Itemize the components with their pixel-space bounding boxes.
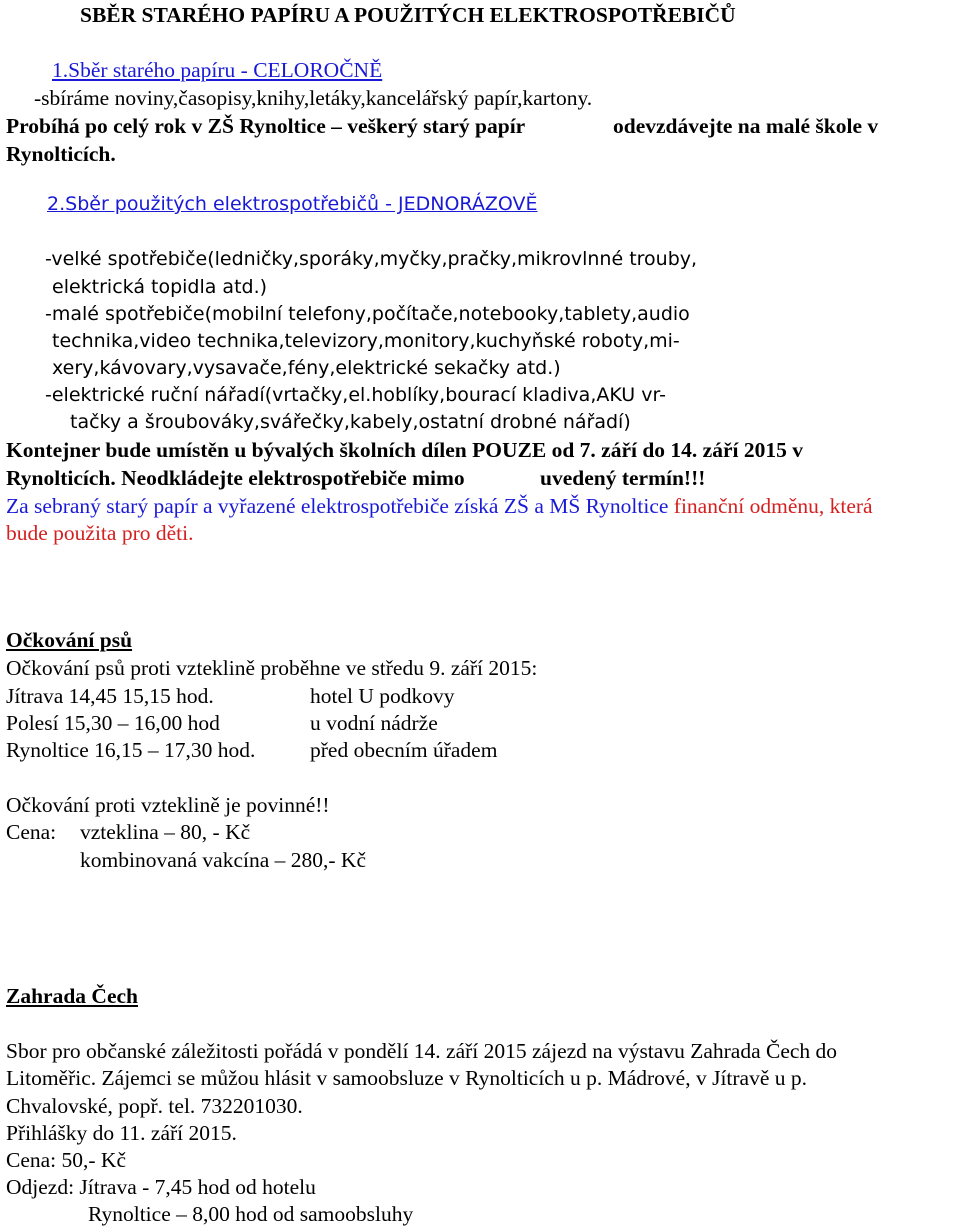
paper-info-text: Probíhá po celý rok v ZŠ Rynoltice – veškerý starý papír [6, 114, 526, 138]
vaccination-heading: Očkování psů [6, 628, 133, 652]
paper-items-text: -sbíráme noviny,časopisy,knihy,letáky,kancelářský papír,kartony. [34, 86, 593, 110]
garden-line: Litoměřic. Zájemci se můžou hlásit v samoobsluze v Rynolticích u p. Mádrové, v Jítravě u p. [6, 1066, 808, 1090]
vaccination-time: Jítrava 14,45 15,15 hod. [6, 684, 214, 708]
reward-line-2: bude použita pro děti. [6, 521, 194, 545]
vaccination-intro: Očkování psů proti vzteklině proběhne ve středu 9. září 2015: [6, 656, 538, 680]
garden-line: Chvalovské, popř. tel. 732201030. [6, 1094, 303, 1118]
paper-location-text: Rynolticích. [6, 142, 116, 166]
page-title: SBĚR STARÉHO PAPÍRU A POUŽITÝCH ELEKTROSPOTŘEBIČŮ [80, 3, 736, 27]
vaccination-place: u vodní nádrže [310, 711, 438, 735]
container-notice: Kontejner bude umístěn u bývalých školních dílen POUZE od 7. září do 14. září 2015 v [6, 438, 803, 462]
vaccination-price-label: Cena: [6, 820, 57, 844]
container-notice-2: Rynolticích. Neodkládejte elektrospotřebiče mimo [6, 466, 465, 490]
vaccination-price-2: kombinovaná vakcína – 280,- Kč [80, 848, 366, 872]
electro-heading-link[interactable]: 2.Sběr použitých elektrospotřebičů - JEDNORÁZOVĚ [47, 193, 538, 215]
garden-departure-2: Rynoltice – 8,00 hod od samoobsluhy [88, 1202, 414, 1226]
paper-heading-link[interactable]: 1.Sběr starého papíru - CELOROČNĚ [52, 58, 383, 82]
garden-price: Cena: 50,- Kč [6, 1148, 127, 1172]
vaccination-mandatory: Očkování proti vzteklině je povinné!! [6, 793, 330, 817]
electro-list-line: -velké spotřebiče(ledničky,sporáky,myčky,pračky,mikrovlnné trouby, [45, 248, 698, 270]
electro-list-line: -elektrické ruční nářadí(vrtačky,el.hoblíky,bourací kladiva,AKU vr- [45, 384, 666, 406]
electro-list-line: xery,kávovary,vysavače,fény,elektrické sekačky atd.) [52, 357, 561, 379]
electro-list-line: tačky a šroubováky,svářečky,kabely,ostatní drobné nářadí) [70, 411, 631, 433]
vaccination-price-1: vzteklina – 80, - Kč [80, 820, 251, 844]
garden-line: Sbor pro občanské záležitosti pořádá v pondělí 14. září 2015 zájezd na výstavu Zahrada Čech do [6, 1039, 838, 1063]
electro-list-line: elektrická topidla atd.) [52, 276, 268, 298]
vaccination-place: hotel U podkovy [310, 684, 455, 708]
vaccination-time: Rynoltice 16,15 – 17,30 hod. [6, 738, 256, 762]
reward-line-1 [6, 496, 873, 518]
paper-info-text-right: odevzdávejte na malé škole v [613, 114, 879, 138]
garden-heading: Zahrada Čech [6, 984, 138, 1008]
vaccination-time: Polesí 15,30 – 16,00 hod [6, 711, 220, 735]
garden-line: Přihlášky do 11. září 2015. [6, 1121, 237, 1145]
vaccination-place: před obecním úřadem [310, 738, 498, 762]
garden-departure: Odjezd: Jítrava - 7,45 hod od hotelu [6, 1175, 316, 1199]
reward-text-red: finanční odměnu, která [673, 494, 873, 518]
reward-text-blue: Za sebraný starý papír a vyřazené elektrospotřebiče získá ZŠ a MŠ Rynoltice [6, 494, 669, 518]
container-notice-deadline: uvedený termín!!! [540, 466, 706, 490]
electro-list-line: technika,video technika,televizory,monitory,kuchyňské roboty,mi- [52, 330, 680, 352]
electro-list-line: -malé spotřebiče(mobilní telefony,počítače,notebooky,tablety,audio [45, 303, 690, 325]
